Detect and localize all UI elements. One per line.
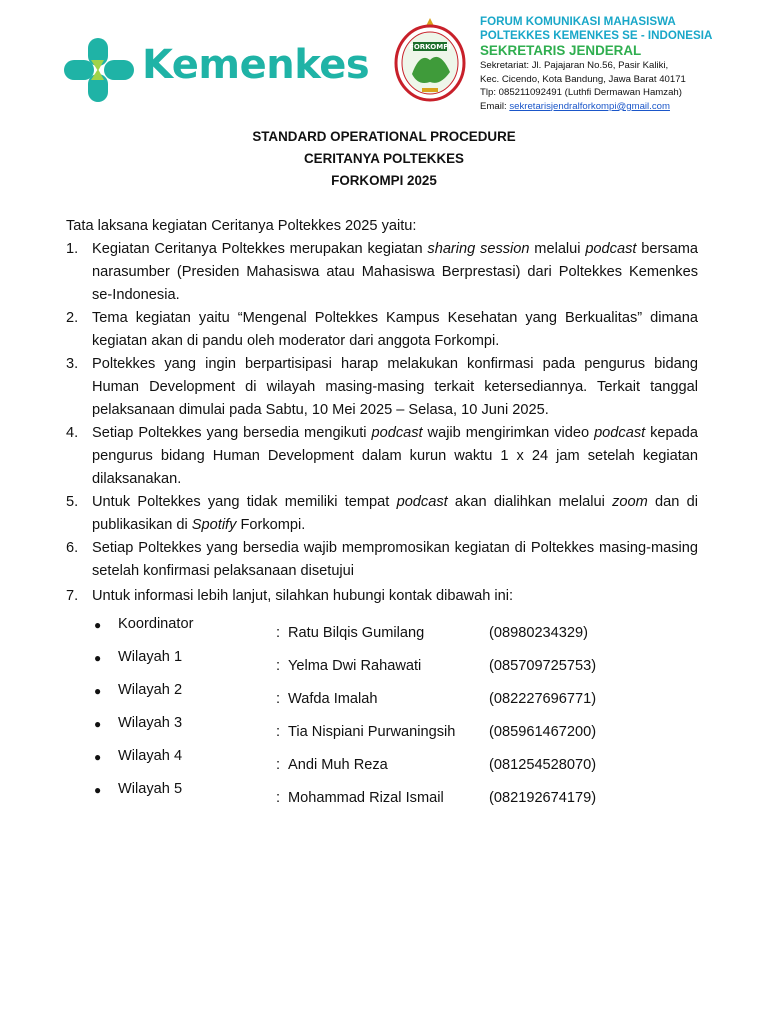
contact-role: Wilayah 5 xyxy=(118,781,183,797)
item-text: Kegiatan Ceritanya Poltekkes merupakan kegiatan xyxy=(92,241,428,257)
organization-header xyxy=(480,15,760,112)
email-line xyxy=(480,101,760,113)
contact-name: Wafda Imalah xyxy=(288,691,378,707)
contact-row xyxy=(94,777,654,810)
item-text: Untuk informasi lebih lanjut, silahkan hubungi kontak dibawah ini: xyxy=(92,588,514,604)
contact-row xyxy=(94,744,654,777)
contact-row xyxy=(94,645,654,678)
list-item xyxy=(66,238,698,307)
item-emphasis: podcast xyxy=(396,494,448,510)
bullet-icon: ● xyxy=(94,618,102,632)
contact-row xyxy=(94,678,654,711)
contact-phone: (085961467200) xyxy=(489,724,597,740)
item-number: 6. xyxy=(66,540,79,556)
address-line-1: Sekretariat: Jl. Pajajaran No.56, Pasir Kaliki, xyxy=(480,60,669,71)
item-emphasis: podcast xyxy=(371,425,423,441)
kemenkes-wordmark: Kemenkes xyxy=(142,42,370,88)
list-item xyxy=(66,353,698,422)
item-text: Tema kegiatan yaitu “Mengenal Poltekkes Kampus Kesehatan yang Berkualitas” dimana kegiatan akan di pandu oleh moderator dari anggota Forkompi. xyxy=(92,310,698,349)
title-line-1: STANDARD OPERATIONAL PROCEDURE xyxy=(252,129,516,144)
list-item xyxy=(66,537,698,583)
item-emphasis: podcast xyxy=(585,241,637,257)
contact-role: Wilayah 2 xyxy=(118,682,183,698)
contact-role: Wilayah 1 xyxy=(118,649,183,665)
item-emphasis: podcast xyxy=(594,425,646,441)
contact-row xyxy=(94,612,654,645)
item-emphasis: sharing session xyxy=(427,241,530,257)
item-text: Untuk Poltekkes yang tidak memiliki tempat xyxy=(92,494,397,510)
list-item xyxy=(66,307,698,353)
contact-row xyxy=(94,711,654,744)
separator: : xyxy=(276,658,281,674)
item-text: Setiap Poltekkes yang bersedia mengikuti xyxy=(92,425,372,441)
item-number: 4. xyxy=(66,425,79,441)
item-number: 1. xyxy=(66,241,79,257)
bullet-icon: ● xyxy=(94,717,102,731)
contact-role: Koordinator xyxy=(118,616,194,632)
phone-line: Tlp: 085211092491 (Luthfi Dermawan Hamzah) xyxy=(480,87,682,99)
item-text: bersama narasumber (Presiden Mahasiswa atau Mahasiswa Berprestasi) dari Poltekkes Kemenkes se-Indonesia. xyxy=(92,241,698,303)
item-text: kepada pengurus bidang Human Development dalam kurun waktu 1 x 24 jam setelah kegiatan dilaksanakan. xyxy=(92,425,699,487)
kemenkes-logo xyxy=(64,38,370,102)
contact-name: Andi Muh Reza xyxy=(288,757,388,773)
kemenkes-emblem-icon xyxy=(64,38,136,102)
contact-name: Yelma Dwi Rahawati xyxy=(288,658,422,674)
list-item xyxy=(66,491,698,537)
contact-role: Wilayah 4 xyxy=(118,748,183,764)
separator: : xyxy=(276,757,281,773)
contact-name: Mohammad Rizal Ismail xyxy=(288,790,444,806)
item-number: 7. xyxy=(66,588,79,604)
procedure-list xyxy=(66,238,698,608)
item-number: 5. xyxy=(66,494,79,510)
title-line-2: CERITANYA POLTEKKES xyxy=(304,151,464,166)
org-line-2: POLTEKKES KEMENKES SE - INDONESIA xyxy=(480,29,713,42)
bullet-icon: ● xyxy=(94,684,102,698)
list-item xyxy=(66,585,698,608)
item-text: akan dialihkan melalui xyxy=(447,494,613,510)
item-emphasis: zoom xyxy=(612,494,648,510)
email-label: Email: xyxy=(480,100,510,112)
item-text: dan di publikasikan di xyxy=(92,494,698,533)
intro-text: Tata laksana kegiatan Ceritanya Poltekkes 2025 yaitu: xyxy=(66,218,417,234)
item-number: 2. xyxy=(66,310,79,326)
forkompi-seal xyxy=(394,16,466,102)
title-line-3: FORKOMPI 2025 xyxy=(331,173,437,188)
item-emphasis: Spotify xyxy=(191,517,237,533)
contact-phone: (082192674179) xyxy=(489,790,597,806)
contact-role: Wilayah 3 xyxy=(118,715,183,731)
contact-phone: (085709725753) xyxy=(489,658,597,674)
seal-text: FORKOMPI xyxy=(409,43,451,51)
org-line-1: FORUM KOMUNIKASI MAHASISWA xyxy=(480,15,676,28)
contact-phone: (081254528070) xyxy=(489,757,597,773)
address-line-2: Kec. Cicendo, Kota Bandung, Jawa Barat 40171 xyxy=(480,73,686,85)
contact-name: Ratu Bilqis Gumilang xyxy=(288,625,425,641)
bullet-icon: ● xyxy=(94,750,102,764)
contact-phone: (082227696771) xyxy=(489,691,597,707)
item-text: Setiap Poltekkes yang bersedia wajib mempromosikan kegiatan di Poltekkes masing-masing setelah konfirmasi pelaksanaan disetujui xyxy=(92,540,698,579)
separator: : xyxy=(276,691,281,707)
org-line-3: SEKRETARIS JENDERAL xyxy=(480,43,642,58)
separator: : xyxy=(276,625,281,641)
item-text: wajib mengirimkan video xyxy=(422,425,595,441)
item-text: Poltekkes yang ingin berpartisipasi harap melakukan konfirmasi pada pengurus bidang Human Development di wilayah masing-masing terkait ketersediannya. Terkait tanggal pelaksanaan dimulai pada Sabtu, 10 Mei 2025 – Selasa, 10 Juni 2025. xyxy=(92,356,698,418)
contact-name: Tia Nispiani Purwaningsih xyxy=(288,724,456,740)
email-link[interactable]: sekretarisjendralforkompi@gmail.com xyxy=(509,100,670,112)
bullet-icon: ● xyxy=(94,651,102,665)
item-number: 3. xyxy=(66,356,79,372)
item-text: Forkompi. xyxy=(236,517,306,533)
separator: : xyxy=(276,790,281,806)
item-text: melalui xyxy=(529,241,586,257)
separator: : xyxy=(276,724,281,740)
list-item xyxy=(66,422,698,491)
contact-phone: (08980234329) xyxy=(489,625,588,641)
bullet-icon: ● xyxy=(94,783,102,797)
document-title xyxy=(0,126,768,192)
contact-list xyxy=(94,612,654,810)
